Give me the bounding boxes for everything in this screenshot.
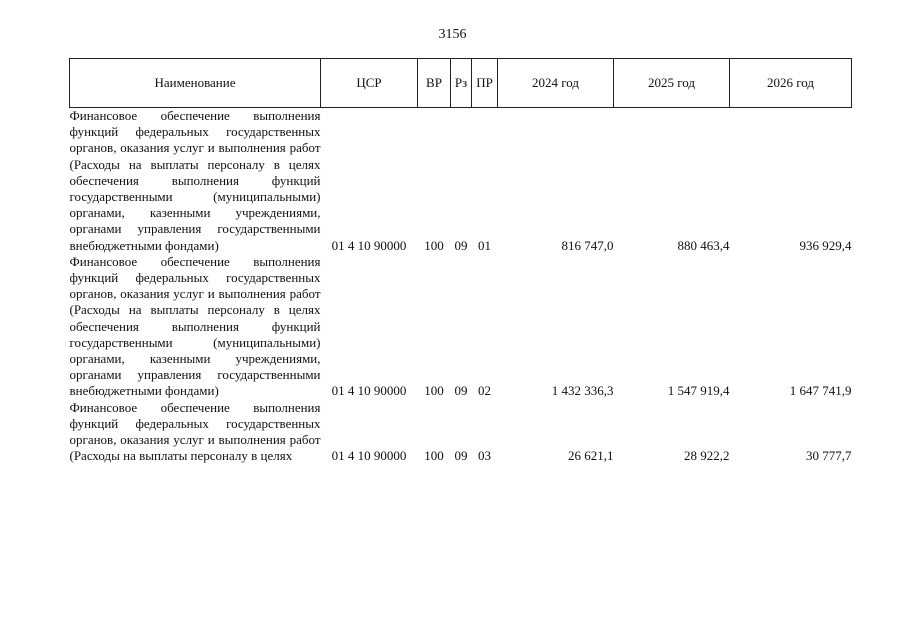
table-header (70, 59, 852, 108)
row-amount-2024: 26 621,1 (568, 448, 614, 464)
header-vr: ВР (418, 59, 451, 108)
header-pr: ПР (472, 59, 498, 108)
header-year-2026: 2026 год (730, 59, 852, 108)
header-year-2024: 2024 год (498, 59, 614, 108)
row-csr: 01 4 10 90000 (331, 383, 407, 399)
row-name: Финансовое обеспечение выполнения функций федеральных государственных органов, оказания услуг и выполнения работ (Расходы на выплаты персоналу в целях обеспечения выполнения функций государственными (муниципальными) органами, казенными учреждениями, органами управления государственными внебюджетными фондами) (69, 108, 321, 253)
row-amount-2024: 1 432 336,3 (551, 383, 614, 399)
row-csr: 01 4 10 90000 (331, 237, 407, 253)
row-name: Финансовое обеспечение выполнения функций федеральных государственных органов, оказания услуг и выполнения работ (Расходы на выплаты персоналу в целях обеспечения выполнения функций государственными (муниципальными) органами, казенными учреждениями, органами управления государственными внебюджетными фондами) (69, 253, 321, 399)
table-row (70, 108, 852, 254)
row-amount-2025: 28 922,2 (684, 448, 730, 464)
budget-table (69, 58, 852, 464)
table-row (70, 254, 852, 400)
row-vr: 100 (424, 448, 444, 464)
row-vr: 100 (424, 383, 444, 399)
row-rz: 09 (454, 383, 468, 399)
header-csr: ЦСР (321, 59, 418, 108)
row-name: Финансовое обеспечение выполнения функций федеральных государственных органов, оказания услуг и выполнения работ (Расходы на выплаты персоналу в целях (69, 399, 321, 464)
header-row (70, 59, 852, 108)
table-row (70, 400, 852, 465)
header-name: Наименование (70, 59, 321, 108)
row-vr: 100 (424, 237, 444, 253)
row-amount-2026: 936 929,4 (799, 237, 852, 253)
header-rz: Рз (451, 59, 472, 108)
row-pr: 01 (478, 237, 491, 253)
row-amount-2025: 880 463,4 (677, 237, 730, 253)
row-rz: 09 (454, 448, 468, 464)
header-year-2025: 2025 год (614, 59, 730, 108)
row-pr: 02 (478, 383, 491, 399)
row-amount-2025: 1 547 919,4 (667, 383, 730, 399)
row-pr: 03 (478, 448, 491, 464)
row-amount-2024: 816 747,0 (561, 237, 614, 253)
page-number: 3156 (438, 27, 467, 42)
row-amount-2026: 1 647 741,9 (789, 383, 852, 399)
row-amount-2026: 30 777,7 (806, 448, 852, 464)
row-rz: 09 (454, 237, 468, 253)
row-csr: 01 4 10 90000 (331, 448, 407, 464)
table-body (70, 108, 852, 465)
